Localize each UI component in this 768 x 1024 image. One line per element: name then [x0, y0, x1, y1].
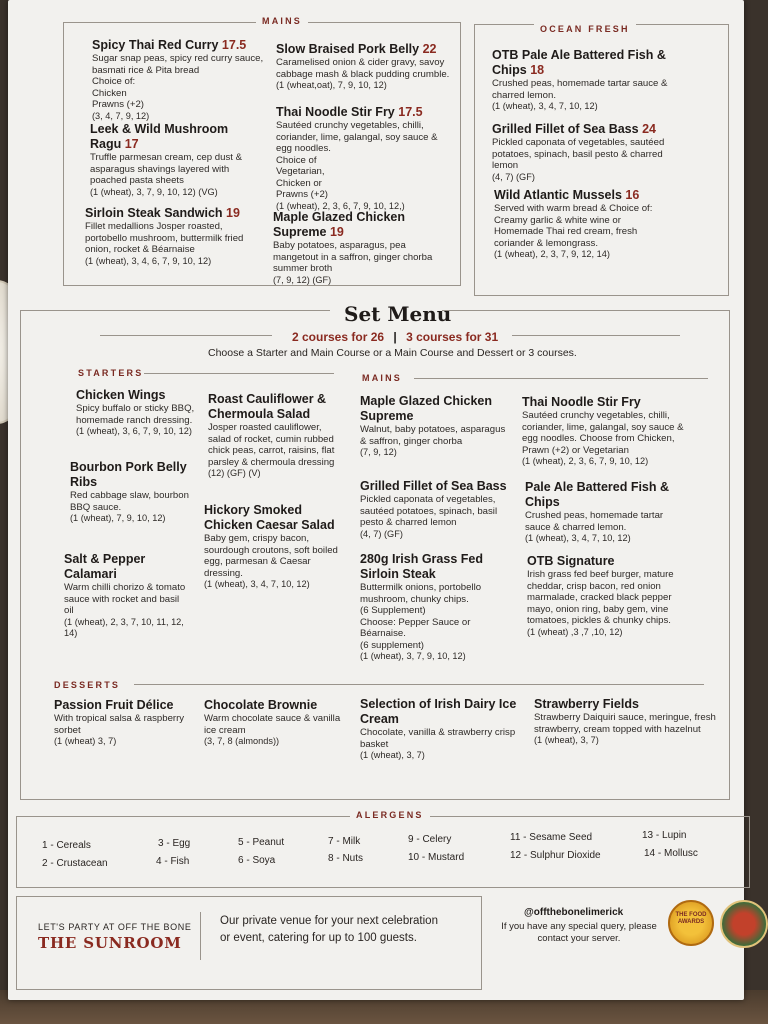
item-title: Selection of Irish Dairy Ice Cream — [360, 697, 517, 726]
set-main-thai-noodle-stir-fry — [522, 395, 686, 467]
item-allergens: (3, 4, 7, 9, 12) — [92, 110, 150, 121]
starters-header: STARTERS — [78, 368, 144, 378]
divider — [100, 335, 272, 336]
set-menu-title: Set Menu — [344, 302, 452, 326]
divider — [200, 912, 201, 960]
item-desc: Strawberry Daiquiri sauce, meringue, fresh strawberry, cream topped with hazelnut — [534, 712, 716, 735]
mains-header: MAINS — [256, 16, 308, 26]
award-seal-icon — [720, 900, 768, 948]
item-price: 24 — [642, 122, 656, 136]
item-title: Thai Noodle Stir Fry — [276, 105, 395, 119]
menu-item-slow-braised-pork-belly — [276, 42, 452, 91]
allergen-item: 6 - Soya — [238, 855, 276, 866]
item-title: Pale Ale Battered Fish & Chips — [525, 480, 670, 509]
divider — [134, 684, 704, 685]
item-price: 19 — [226, 206, 240, 220]
allergen-item: 14 - Mollusc — [644, 848, 698, 859]
starter-bourbon-pork-belly-ribs — [70, 460, 200, 524]
item-allergens: (7, 9, 12) — [360, 447, 397, 457]
menu-item-thai-noodle-stir-fry — [276, 105, 452, 212]
item-allergens: (1 (wheat), 3, 7, 9, 10, 12) (VG) — [90, 186, 218, 197]
set-menu-pricing — [292, 330, 498, 344]
item-allergens: (1 (wheat), 7, 9, 10, 12) — [70, 513, 166, 523]
allergen-item: 2 - Crustacean — [42, 858, 108, 869]
item-title: Thai Noodle Stir Fry — [522, 395, 641, 409]
item-allergens: (4, 7) (GF) — [492, 171, 535, 182]
desserts-header: DESSERTS — [54, 680, 121, 690]
item-title: Chicken Wings — [76, 388, 166, 402]
item-desc: Crushed peas, homemade tartar sauce & charred lemon. — [525, 510, 664, 533]
item-desc: Truffle parmesan cream, cep dust & asparagus shavings layered with poached pasta sheets — [90, 152, 242, 186]
item-allergens: (1 (wheat), 3, 7) — [360, 750, 425, 760]
item-allergens: (1 (wheat), 3, 4, 7, 10, 12) — [525, 533, 631, 543]
item-desc: Josper roasted cauliflower, salad of rocket, cumin rubbed chick peas, carrot, raisins, flat parsley & chermoula dressing — [208, 422, 335, 468]
item-allergens: (1 (wheat), 2, 3, 7, 9, 12, 14) — [494, 249, 610, 259]
item-price: 17 — [124, 137, 139, 151]
menu-item-leek-wild-mushroom-ragu — [90, 122, 260, 198]
item-allergens: (7, 9, 12) (GF) — [273, 274, 332, 285]
divider — [512, 335, 680, 336]
item-desc: Warm chilli chorizo & tomato sauce with rocket and basil oil — [64, 582, 186, 616]
item-allergens: (1 (wheat), 2, 3, 6, 7, 9, 10, 12,) — [276, 200, 405, 211]
item-allergens: (1 (wheat,oat), 7, 9, 10, 12) — [276, 80, 387, 90]
item-desc: Served with warm bread & Choice of: Creamy garlic & white wine or Homemade Thai red cream, fresh coriander & lemongrass. — [494, 203, 653, 249]
menu-item-spicy-thai-red-curry — [92, 38, 264, 122]
menu-item-grilled-sea-bass — [492, 122, 672, 183]
item-price: 19 — [329, 225, 344, 239]
item-allergens: (1 (wheat), 3, 4, 7, 10, 12) — [204, 579, 310, 589]
allergen-item: 13 - Lupin — [642, 830, 687, 841]
item-allergens: (3, 7, 8 (almonds)) — [204, 736, 280, 746]
item-desc: Chocolate, vanilla & strawberry crisp basket — [360, 727, 516, 750]
menu-item-maple-glazed-chicken-supreme — [273, 210, 453, 286]
dessert-passion-fruit-delice — [54, 698, 194, 747]
allergen-item: 11 - Sesame Seed — [510, 832, 593, 843]
item-allergens: (1 (wheat) 3, 7) — [54, 736, 117, 746]
item-allergens: (1 (wheat), 2, 3, 7, 10, 11, 12, 14) — [64, 616, 184, 638]
ocean-fresh-header: OCEAN FRESH — [534, 24, 636, 34]
allergen-item: 10 - Mustard — [408, 852, 465, 863]
venue-name: THE SUNROOM — [38, 934, 182, 952]
dessert-chocolate-brownie — [204, 698, 344, 747]
item-desc: Sautéed crunchy vegetables, chilli, coriander, lime, galangal, soy sauce & egg noodles. Choice of Vegetarian, Chicken or Prawns (+2) — [276, 120, 438, 200]
starter-hickory-smoked-chicken-caesar — [204, 503, 338, 590]
venue-description: Our private venue for your next celebration or event, catering for up to 100 guests. — [220, 915, 438, 944]
item-title: Slow Braised Pork Belly — [276, 42, 420, 56]
allergen-item: 3 - Egg — [158, 838, 191, 849]
allergens-header: ALERGENS — [350, 810, 430, 820]
dessert-strawberry-fields — [534, 697, 718, 746]
item-title: Leek & Wild Mushroom Ragu — [90, 122, 229, 151]
item-allergens: (1 (wheat), 2, 3, 6, 7, 9, 10, 12) — [522, 456, 649, 466]
allergen-item: 5 - Peanut — [238, 837, 285, 848]
item-desc: Sugar snap peas, spicy red curry sauce, basmati rice & Pita bread Choice of: Chicken Prawns (+2) — [92, 53, 264, 110]
item-desc: Buttermilk onions, portobello mushroom, chunky chips. (6 Supplement) Choose: Pepper Sauce or Béarnaise. (6 supplement) — [360, 582, 482, 651]
item-allergens: (4, 7) (GF) — [360, 528, 403, 539]
pricing-three-courses: 3 courses for 31 — [406, 330, 499, 344]
item-title: Spicy Thai Red Curry — [92, 38, 219, 52]
item-title: Sirloin Steak Sandwich — [85, 206, 223, 220]
item-desc: Walnut, baby potatoes, asparagus & saffron, ginger chorba — [360, 424, 506, 447]
dessert-irish-dairy-ice-cream — [360, 697, 520, 761]
item-title: Strawberry Fields — [534, 697, 639, 711]
item-price: 16 — [625, 188, 640, 202]
starter-roast-cauliflower-chermoula — [208, 392, 338, 479]
item-allergens: (1 (wheat), 3, 6, 7, 9, 10, 12) — [76, 426, 192, 436]
item-title: Bourbon Pork Belly Ribs — [70, 460, 187, 489]
item-title: Maple Glazed Chicken Supreme — [273, 210, 405, 239]
allergen-item: 8 - Nuts — [328, 853, 364, 864]
item-allergens: (1 (wheat), 3, 7, 9, 10, 12) — [360, 651, 466, 661]
item-title: Grilled Fillet of Sea Bass — [360, 479, 507, 493]
allergen-item: 4 - Fish — [156, 856, 190, 867]
item-title: OTB Signature — [527, 554, 615, 568]
allergen-item: 7 - Milk — [328, 836, 361, 847]
allergen-item: 1 - Cereals — [42, 840, 91, 851]
set-mains-header: MAINS — [362, 373, 402, 383]
item-title: Salt & Pepper Calamari — [64, 552, 146, 581]
social-handle: @offthebonelimerick — [524, 907, 624, 918]
menu-item-wild-atlantic-mussels — [494, 188, 672, 260]
item-title: Chocolate Brownie — [204, 698, 318, 712]
item-title: Grilled Fillet of Sea Bass — [492, 122, 639, 136]
set-main-grilled-sea-bass — [360, 479, 512, 540]
menu-sheet — [8, 0, 744, 1000]
allergens-box — [16, 816, 750, 888]
pricing-separator: | — [393, 330, 397, 344]
item-price: 17.5 — [398, 105, 423, 119]
item-title: Hickory Smoked Chicken Caesar Salad — [204, 503, 335, 532]
item-desc: Red cabbage slaw, bourbon BBQ sauce. — [70, 490, 189, 513]
set-main-otb-signature — [527, 554, 693, 638]
item-desc: Spicy buffalo or sticky BBQ, homemade ranch dressing. — [76, 403, 195, 426]
item-title: Passion Fruit Délice — [54, 698, 174, 712]
allergen-item: 9 - Celery — [408, 834, 452, 845]
menu-item-otb-pale-ale-fish-chips — [492, 48, 670, 112]
item-title: OTB Pale Ale Battered Fish & Chips — [492, 48, 666, 77]
special-query-note: If you have any special query, please contact your server. — [501, 921, 657, 944]
item-desc: With tropical salsa & raspberry sorbet — [54, 713, 185, 736]
divider — [144, 373, 334, 374]
set-main-maple-glazed-chicken — [360, 394, 508, 458]
starter-chicken-wings — [76, 388, 206, 437]
item-allergens: (1 (wheat), 3, 7) — [534, 735, 599, 745]
item-title: Maple Glazed Chicken Supreme — [360, 394, 492, 423]
item-desc: Pickled caponata of vegetables, sautéed potatoes, spinach, basil pesto & charred lemon — [360, 494, 498, 528]
item-price: 17.5 — [221, 38, 247, 52]
pricing-two-courses: 2 courses for 26 — [292, 330, 385, 344]
item-allergens: (1 (wheat) ,3 ,7 ,10, 12) — [527, 626, 623, 637]
item-price: 22 — [422, 42, 437, 56]
item-desc: Irish grass fed beef burger, mature cheddar, crisp bacon, red onion marmalade, cracked black pepper mayo, onion ring, baby gem, vine tomatoes, pickles & chunky chips. — [527, 569, 674, 626]
item-allergens: (12) (GF) (V) — [208, 468, 261, 478]
item-price: 18 — [530, 63, 545, 77]
item-desc: Sautéed crunchy vegetables, chilli, coriander, lime, galangal, soy sauce & egg noodles. Choose from Chicken, Prawn (+2) or Vegetarian — [522, 410, 684, 456]
item-title: 280g Irish Grass Fed Sirloin Steak — [360, 552, 483, 581]
item-desc: Baby potatoes, asparagus, pea mangetout in a saffron, ginger chorba summer broth — [273, 240, 433, 274]
set-main-pale-ale-fish-chips — [525, 480, 685, 544]
award-text: THE FOOD AWARDS — [675, 912, 707, 925]
allergen-item: 12 - Sulphur Dioxide — [510, 850, 601, 861]
starter-salt-pepper-calamari — [64, 552, 190, 639]
party-line: LET'S PARTY AT OFF THE BONE — [38, 922, 192, 932]
menu-item-sirloin-steak-sandwich — [85, 206, 263, 267]
item-desc: Warm chocolate sauce & vanilla ice cream — [204, 713, 341, 736]
item-allergens: (1 (wheat), 3, 4, 7, 10, 12) — [492, 101, 598, 111]
item-title: Roast Cauliflower & Chermoula Salad — [208, 392, 327, 421]
item-desc: Fillet medallions Josper roasted, portobello mushroom, buttermilk fried onion, rocket & Béarnaise — [85, 221, 244, 255]
set-main-irish-sirloin-steak — [360, 552, 510, 662]
item-allergens: (1 (wheat), 3, 4, 6, 7, 9, 10, 12) — [85, 255, 212, 266]
item-desc: Pickled caponata of vegetables, sautéed potatoes, spinach, basil pesto & charred lemon — [492, 137, 665, 171]
item-desc: Baby gem, crispy bacon, sourdough croutons, soft boiled egg, parmesan & Caesar dressing. — [204, 533, 338, 579]
divider — [414, 378, 708, 379]
item-title: Wild Atlantic Mussels — [494, 188, 622, 202]
item-desc: Caramelised onion & cider gravy, savoy cabbage mash & black pudding crumble. — [276, 57, 450, 80]
item-desc: Crushed peas, homemade tartar sauce & charred lemon. — [492, 78, 668, 101]
set-menu-instructions: Choose a Starter and Main Course or a Main Course and Dessert or 3 courses. — [208, 347, 577, 359]
food-awards-badge — [668, 900, 714, 946]
